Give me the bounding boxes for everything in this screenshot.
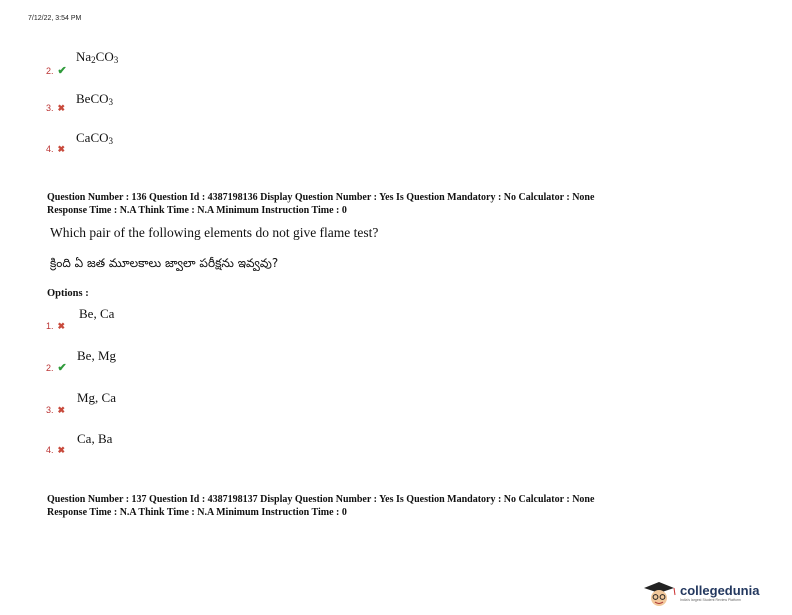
question-text-telugu: క్రింది ఏ జత మూలకాలు జ్వాలా పరీక్షను ఇవ్వవు? bbox=[50, 256, 279, 270]
option-number: 2. bbox=[46, 66, 54, 76]
prev-option-3 bbox=[46, 98, 65, 116]
print-timestamp: 7/12/22, 3:54 PM bbox=[28, 15, 82, 22]
option-text: Mg, Ca bbox=[77, 390, 116, 405]
option-number: 2. bbox=[46, 363, 54, 373]
option-text: Be, Ca bbox=[79, 306, 115, 321]
option-number: 3. bbox=[46, 103, 54, 113]
check-mark-icon: ✔ bbox=[57, 362, 67, 374]
cross-mark-icon: ✖ bbox=[57, 405, 66, 415]
option-2 bbox=[46, 358, 67, 376]
option-number: 1. bbox=[46, 321, 54, 331]
question-text-english: Which pair of the following elements do not give flame test? bbox=[50, 225, 379, 240]
brand-name: collegedunia bbox=[680, 583, 760, 598]
option-1 bbox=[46, 316, 65, 334]
cross-mark-icon: ✖ bbox=[57, 144, 66, 154]
check-mark-icon: ✔ bbox=[57, 65, 67, 77]
collegedunia-logo bbox=[640, 580, 678, 615]
question-136-meta-line2: Response Time : N.A Think Time : N.A Minimum Instruction Time : 0 bbox=[47, 205, 347, 216]
cross-mark-icon: ✖ bbox=[57, 321, 66, 331]
prev-option-4 bbox=[46, 139, 65, 157]
graduate-mascot-icon bbox=[640, 580, 678, 610]
option-text: Ca, Ba bbox=[77, 431, 113, 446]
question-137-meta-line2: Response Time : N.A Think Time : N.A Minimum Instruction Time : 0 bbox=[47, 507, 347, 518]
option-formula: $Na_2CO_3$ bbox=[76, 49, 119, 65]
option-number: 4. bbox=[46, 445, 54, 455]
option-formula: BeCO$_3$ bbox=[76, 91, 113, 107]
option-3 bbox=[46, 400, 65, 418]
brand-tagline: India's largest Student Review Platform bbox=[680, 598, 741, 602]
question-137-meta-line1: Question Number : 137 Question Id : 4387198137 Display Question Number : Yes Is Question Mandatory : No Calculator : None bbox=[47, 494, 595, 505]
cross-mark-icon: ✖ bbox=[57, 103, 66, 113]
question-136-meta-line1: Question Number : 136 Question Id : 4387198136 Display Question Number : Yes Is Question Mandatory : No Calculator : None bbox=[47, 192, 595, 203]
option-number: 4. bbox=[46, 144, 54, 154]
cross-mark-icon: ✖ bbox=[57, 445, 66, 455]
options-label: Options : bbox=[47, 288, 89, 299]
prev-option-2 bbox=[46, 61, 67, 79]
option-number: 3. bbox=[46, 405, 54, 415]
option-text: Be, Mg bbox=[77, 348, 116, 363]
option-4 bbox=[46, 440, 65, 458]
option-formula: CaCO$_3$ bbox=[76, 130, 113, 146]
